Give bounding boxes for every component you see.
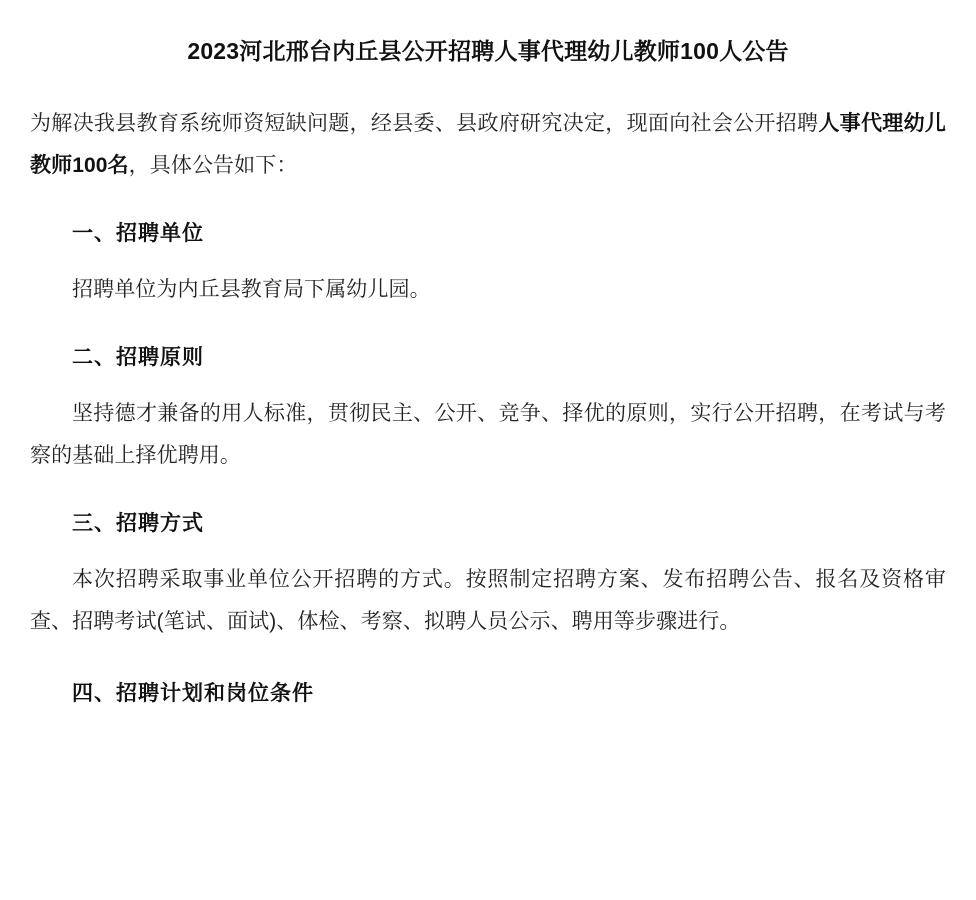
- lead-paragraph: [30, 103, 946, 187]
- lead-text-part-2: ，具体公告如下：: [128, 153, 298, 177]
- section-heading-4: 四、招聘计划和岗位条件: [72, 681, 314, 705]
- lead-emphasis: 人事代理幼儿教师100名: [30, 111, 946, 177]
- section-recruiting-method: [30, 503, 946, 643]
- section-heading-1: 一、招聘单位: [72, 221, 204, 245]
- lead-text-part-1: 为解决我县教育系统师资短缺问题，经县委、县政府研究决定，现面向社会公开招聘: [30, 111, 819, 135]
- section-recruiting-plan: [30, 673, 946, 715]
- section-3-paragraph-1: 本次招聘采取事业单位公开招聘的方式。按照制定招聘方案、发布招聘公告、报名及资格审查、招聘考试(笔试、面试)、体检、考察、拟聘人员公示、聘用等步骤进行。: [30, 567, 946, 633]
- section-heading-2: 二、招聘原则: [72, 345, 204, 369]
- page-title: 2023河北邢台内丘县公开招聘人事代理幼儿教师100人公告: [187, 38, 789, 64]
- section-heading-3: 三、招聘方式: [72, 511, 204, 535]
- section-recruiting-unit: [30, 213, 946, 311]
- section-recruiting-principles: [30, 337, 946, 477]
- section-2-paragraph-1: 坚持德才兼备的用人标准，贯彻民主、公开、竞争、择优的原则，实行公开招聘，在考试与考察的基础上择优聘用。: [30, 401, 946, 467]
- section-1-paragraph-1: 招聘单位为内丘县教育局下属幼儿园。: [72, 277, 431, 301]
